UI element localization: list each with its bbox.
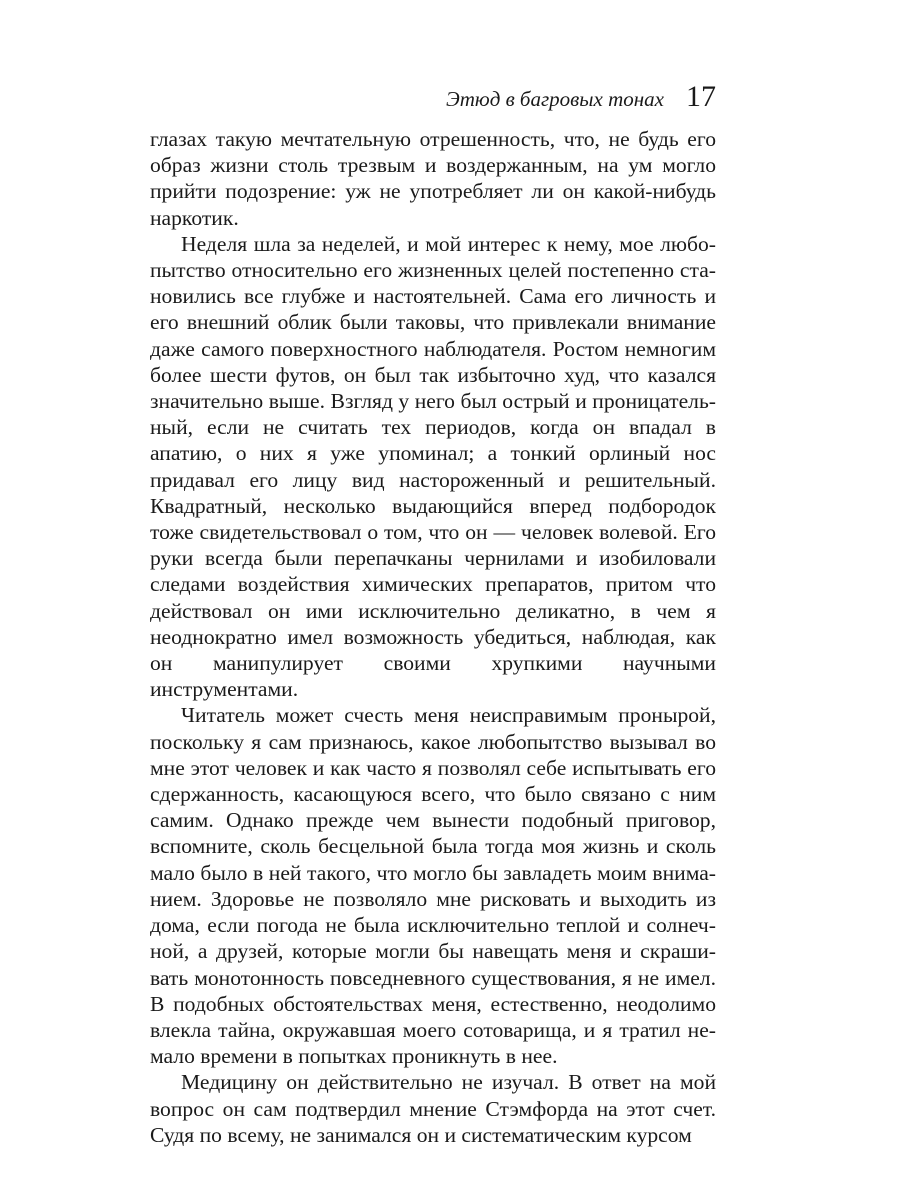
page-number: 17 [686,80,716,113]
running-head [150,80,716,114]
paragraph: Неделя шла за неделей, и мой интерес к нему, мое любопытство относительно его жизненных целей постепенно становились все глубже и настоятельней. Сама его личность и его внешний облик были таковы, что привлекали внимание даже самого поверхностного наблюдателя. Ростом немногим более шести футов, он был так избыточно худ, что казался значительно выше. Взгляд у него был острый и проницательный, если не считать тех периодов, когда он впадал в апатию, о них я уже упоминал; а тонкий орлиный нос придавал его лицу вид настороженный и решительный. Квадратный, несколько выдающийся вперед подбородок тоже свидетельствовал о том, что он — человек волевой. Его руки всегда были перепачканы чернилами и изобиловали следами воздействия химических препаратов, притом что действовал он ими исключительно деликатно, в чем я неоднократно имел возможность убедиться, наблюдая, как он манипулирует своими хрупкими научными инструментами. [150,231,716,702]
body-text [150,126,716,1148]
paragraph: Медицину он действительно не изучал. В ответ на мой вопрос он сам подтвердил мнение Стэмфорда на этот счет. Судя по всему, не занимался он и систематическим курсом [150,1070,716,1147]
running-title: Этюд в багровых тонах [445,87,664,111]
paragraph-continuation: глазах такую мечтательную отрешенность, что, не будь его образ жизни столь трезвым и воздержанным, на ум могло прийти подозрение: уж не употребляет ли он какой-нибудь наркотик. [150,127,716,230]
paragraph: Читатель может счесть меня неисправимым пронырой, поскольку я сам признаюсь, какое любопытство вызывал во мне этот человек и как часто я позволял себе испытывать его сдержанность, касающуюся всего, что было связано с ним самим. Однако прежде чем вынести подобный приговор, вспомните, сколь бесцельной была тогда моя жизнь и сколь мало было в ней такого, что могло бы завладеть моим вниманием. Здоровье не позволяло мне рисковать и выходить из дома, если погода не была исключительно теплой и солнечной, а друзей, которые могли бы навещать меня и скрашивать монотонность повседневного существования, я не имел. В подобных обстоятельствах меня, естественно, неодолимо влекла тайна, окружавшая моего сотоварища, и я тратил немало времени в попытках проникнуть в нее. [150,703,716,1069]
